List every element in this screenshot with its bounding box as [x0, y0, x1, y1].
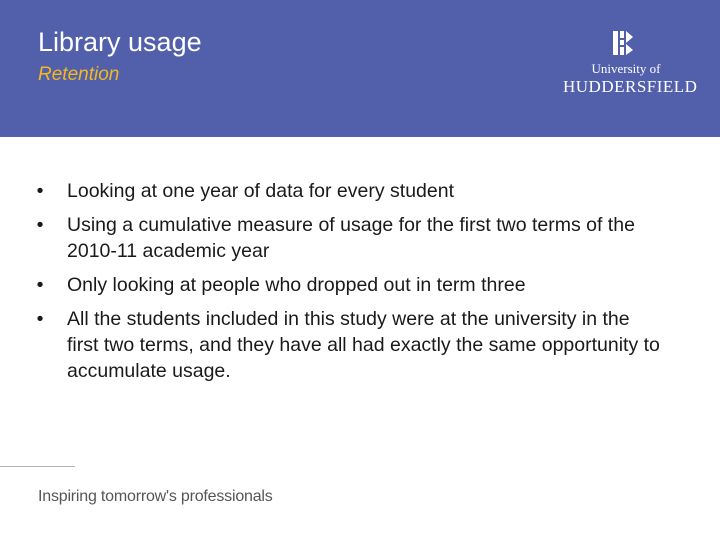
university-logo	[563, 28, 698, 98]
university-crest-icon	[611, 28, 635, 58]
bullet-item	[30, 178, 660, 204]
bullet-text: Only looking at people who dropped out in term three	[67, 274, 526, 296]
logo-text-line1: University of	[591, 61, 661, 76]
bullet-text: Looking at one year of data for every student	[67, 180, 455, 202]
bullet-text: Using a cumulative measure of usage for the first two terms of the 2010-11 academic year	[67, 214, 635, 262]
bullet-item	[30, 306, 660, 384]
footer-tagline: Inspiring tomorrow's professionals	[38, 488, 273, 505]
bullet-item	[30, 212, 660, 264]
bullet-text: All the students included in this study were at the university in the first two terms, and they have all had exactly the same opportunity to accumulate usage.	[67, 308, 660, 382]
bullet-list	[30, 178, 660, 392]
bullet-marker: •	[36, 274, 44, 296]
bullet-item	[30, 272, 660, 298]
slide-title: Library usage	[38, 27, 202, 57]
slide-header	[0, 0, 720, 137]
bullet-marker: •	[36, 180, 44, 202]
bullet-marker: •	[36, 214, 44, 236]
bullet-marker: •	[36, 308, 44, 330]
footer-divider	[0, 466, 75, 467]
slide-subtitle: Retention	[38, 64, 120, 85]
logo-text-line2: HUDDERSFIELD	[563, 77, 698, 96]
